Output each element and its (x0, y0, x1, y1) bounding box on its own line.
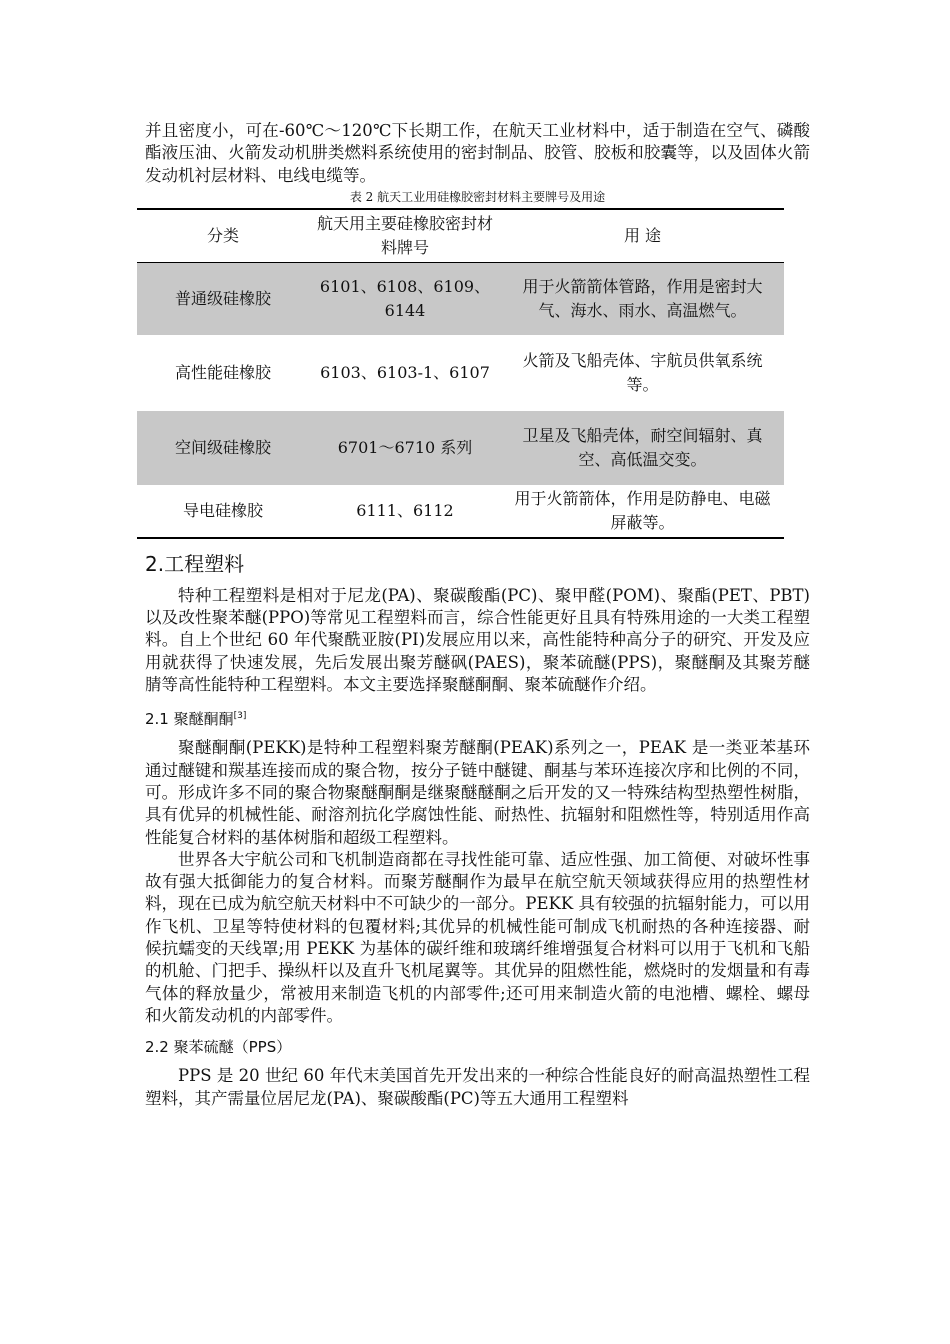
cell-grade: 6101、6108、6109、6144 (319, 276, 491, 320)
header-usage: 用 途 (623, 225, 662, 245)
section-2-1-heading (145, 704, 810, 731)
section-2-heading: 2.工程塑料 (145, 551, 245, 576)
cell-usage: 卫星及飞船壳体，耐空间辐射、真空、高低温交变。 (522, 425, 763, 469)
cell-usage: 火箭及飞船壳体、宇航员供氧系统等。 (522, 350, 763, 394)
cell-category: 高性能硅橡胶 (174, 362, 271, 382)
section-2-paragraph: 特种工程塑料是相对于尼龙(PA)、聚碳酸酯(PC)、聚甲醛(POM)、聚酯(PET、PBT)以及改性聚苯醚(PPO)等常见工程塑料而言，综合性能更好且具有特殊用途的一大类工程塑料。自上个世纪 60 年代聚酰亚胺(PI)发展应用以来，高性能特种高分子的研究、开发及应用就获得了快速发展，先后发展出聚芳醚砜(PAES)，聚苯硫醚(PPS)，聚醚酮及其聚芳醚腈等高性能特种工程塑料。本文主要选择聚醚酮酮、聚苯硫醚作介绍。 (145, 585, 810, 695)
cell-grade: 6111、6112 (356, 500, 454, 520)
cell-category: 普通级硅橡胶 (174, 288, 271, 308)
header-category: 分类 (206, 225, 239, 245)
intro-paragraph: 并且密度小，可在-60℃～120℃下长期工作，在航天工业材料中，适于制造在空气、磷酸酯液压油、火箭发动机肼类燃料系统使用的密封制品、胶管、胶板和胶囊等，以及固体火箭发动机衬层材料、电线电缆等。 (145, 121, 810, 185)
silicone-rubber-table (137, 208, 784, 539)
table-row (137, 411, 784, 485)
cell-category: 空间级硅橡胶 (174, 437, 271, 457)
section-2-1-paragraph-2: 世界各大宇航公司和飞机制造商都在寻找性能可靠、适应性强、加工简便、对破坏性事故有强大抵御能力的复合材料。而聚芳醚酮作为最早在航空航天领域获得应用的热塑性材料，现在已成为航空航天材料中不可缺少的一部分。PEKK 具有较强的抗辐射能力，可以用作飞机、卫星等特使材料的包覆材料;其优异的机械性能可制成飞机耐热的各种连接器、耐候抗蠕变的天线罩;用 PEKK 为基体的碳纤维和玻璃纤维增强复合材料可以用于飞机和飞船的机舱、门把手、操纵杆以及直升飞机尾翼等。其优异的阻燃性能，燃烧时的发烟量和有毒气体的释放量少，常被用来制造飞机的内部零件;还可用来制造火箭的电池槽、螺栓、螺母和火箭发动机的内部零件。 (145, 849, 810, 1025)
cell-grade: 6701～6710 系列 (337, 437, 473, 457)
table-row (137, 335, 784, 411)
header-grade: 航天用主要硅橡胶密封材料牌号 (316, 213, 493, 257)
table-caption: 表 2 航天工业用硅橡胶密封材料主要牌号及用途 (349, 189, 606, 204)
table-row (137, 262, 784, 335)
cell-grade: 6103、6103-1、6107 (320, 362, 490, 382)
section-2-2-heading: 2.2 聚苯硫醚（PPS） (145, 1038, 292, 1057)
cell-usage: 用于火箭箭体管路，作用是密封大气、海水、雨水、高温燃气。 (522, 276, 763, 320)
table-row (137, 485, 784, 538)
section-2-1-paragraph-1: 聚醚酮酮(PEKK)是特种工程塑料聚芳醚酮(PEAK)系列之一，PEAK 是一类亚苯基环通过醚键和羰基连接而成的聚合物，按分子链中醚键、酮基与苯环连接次序和比例的不同，可。形成许多不同的聚合物聚醚酮酮是继聚醚醚酮之后开发的又一特殊结构型热塑性树脂，具有优异的机械性能、耐溶剂抗化学腐蚀性能、耐热性、抗辐射和阻燃性等，特别适用作高性能复合材料的基体树脂和超级工程塑料。 (145, 738, 810, 847)
section-2-1-title: 2.1 聚醚酮酮 (145, 710, 234, 729)
citation-ref: [3] (233, 711, 247, 722)
cell-usage: 用于火箭箭体，作用是防静电、电磁屏蔽等。 (514, 488, 771, 532)
document-page (145, 120, 810, 1110)
section-2-2-paragraph: PPS 是 20 世纪 60 年代末美国首先开发出来的一种综合性能良好的耐高温热塑性工程塑料，其产需量位居尼龙(PA)、聚碳酸酯(PC)等五大通用工程塑料 (145, 1066, 810, 1108)
cell-category: 导电硅橡胶 (182, 500, 263, 520)
table-header-row (137, 209, 784, 263)
